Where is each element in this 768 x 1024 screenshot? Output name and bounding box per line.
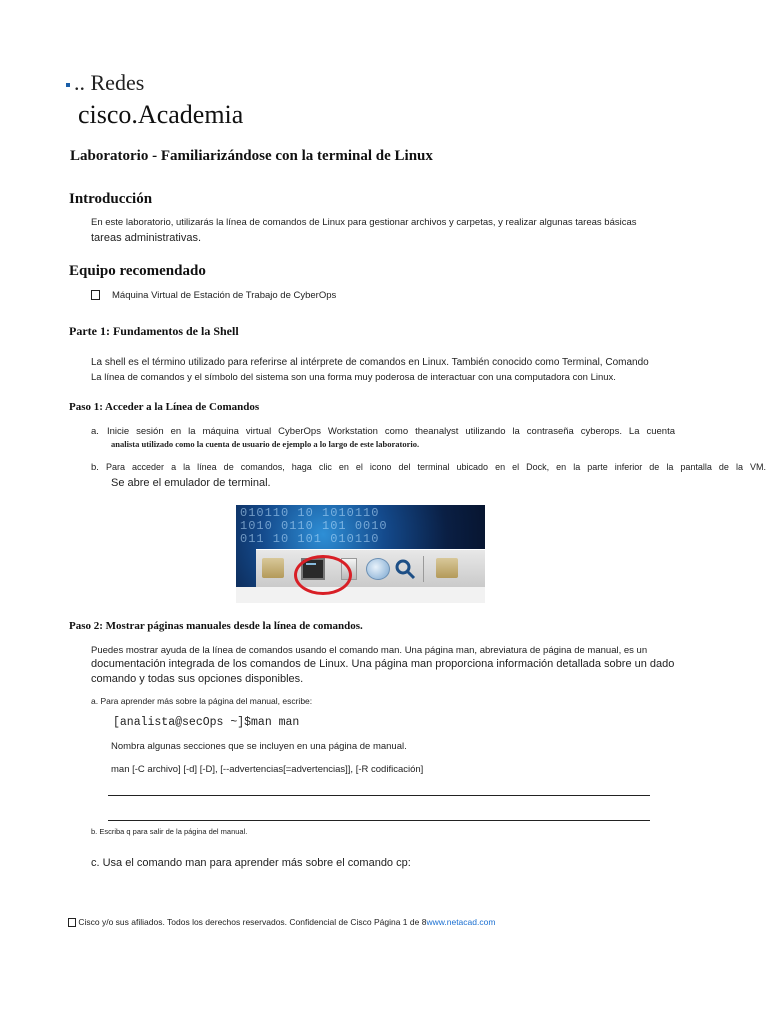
step1-a-prefix: a. xyxy=(91,426,99,437)
part1-text-line2: La línea de comandos y el símbolo del sistema son una forma muy poderosa de interactuar con una computadora con Linux. xyxy=(91,372,616,383)
step2-b-text: b. Escriba q para salir de la página del manual. xyxy=(91,827,248,836)
dock-reflection xyxy=(236,587,485,603)
dock-separator xyxy=(423,556,424,582)
step2-c-text: c. Usa el comando man para aprender más sobre el comando cp: xyxy=(91,857,411,869)
home-folder-icon xyxy=(262,558,284,578)
equipment-item-label: Máquina Virtual de Estación de Trabajo de CyberOps xyxy=(112,290,337,301)
logo-line-academia: cisco.Academia xyxy=(78,100,244,129)
highlight-circle xyxy=(294,555,352,595)
step2-text-line2: documentación integrada de los comandos de Linux. Una página man proporciona información detallada sobre un dado xyxy=(91,658,675,670)
step2-heading: Paso 2: Mostrar páginas manuales desde la línea de comandos. xyxy=(69,620,363,632)
dock-binary-pattern: 010110 10 1010110 1010 0110 101 0010 011 10 101 010110 xyxy=(240,506,388,546)
step2-a-text: a. Para aprender más sobre la página del manual, escribe: xyxy=(91,696,313,706)
browser-globe-icon xyxy=(366,558,390,580)
dock-terminal-screenshot xyxy=(236,505,485,603)
intro-text-line2: tareas administrativas. xyxy=(91,232,202,244)
part1-heading: Parte 1: Fundamentos de la Shell xyxy=(69,324,239,338)
page-title: Laboratorio - Familiarizándose con la terminal de Linux xyxy=(70,148,433,164)
step1-heading: Paso 1: Acceder a la Línea de Comandos xyxy=(69,401,260,413)
equipment-item xyxy=(91,290,336,301)
step2-answer: man [-C archivo] [-d] [-D], [--advertencias[=advertencias]], [-R codificación] xyxy=(111,764,424,775)
intro-text-line1: En este laboratorio, utilizarás la línea de comandos de Linux para gestionar archivos y carpetas, y realizar algunas tareas básicas xyxy=(91,217,637,228)
step1-a-line2: analista utilizado como la cuenta de usuario de ejemplo a lo largo de este laboratorio. xyxy=(111,439,420,449)
step1-b-prefix: b. xyxy=(91,462,99,473)
step2-question: Nombra algunas secciones que se incluyen en una página de manual. xyxy=(111,741,407,752)
footer xyxy=(68,917,495,927)
step1-b-line2: Se abre el emulador de terminal. xyxy=(111,477,271,489)
answer-line-2 xyxy=(108,820,650,821)
step2-text-line3: comando y todas sus opciones disponibles. xyxy=(91,673,304,685)
bullet-box-icon xyxy=(91,290,100,300)
footer-box-icon xyxy=(68,918,76,927)
logo-text-redes: .. Redes xyxy=(74,70,145,95)
part1-text-line1: La shell es el término utilizado para referirse al intérprete de comandos en Linux. También conocido como Terminal, Comando xyxy=(91,357,649,368)
footer-link-netacad[interactable]: www.netacad.com xyxy=(426,917,496,927)
footer-text: Cisco y/o sus afiliados. Todos los derechos reservados. Confidencial de Cisco Página 1 de 8 xyxy=(76,917,427,927)
search-icon xyxy=(394,558,416,578)
folder-icon xyxy=(436,558,458,578)
command-man-man: [analista@secOps ~]$man man xyxy=(113,716,300,729)
dock-bar xyxy=(256,549,485,588)
logo-line-redes xyxy=(66,70,144,96)
answer-line-1 xyxy=(108,795,650,796)
logo-mark xyxy=(66,83,70,87)
step1-a-line1: Inicie sesión en la máquina virtual CyberOps Workstation como theanalyst utilizando la contraseña cyberops. La cuenta xyxy=(107,426,675,437)
equipment-heading: Equipo recomendado xyxy=(69,263,206,279)
step1-b-line1: Para acceder a la línea de comandos, haga clic en el icono del terminal ubicado en el Dock, en la parte inferior de la pantalla de la VM. xyxy=(106,462,766,472)
intro-heading: Introducción xyxy=(69,191,153,207)
step2-text-line1: Puedes mostrar ayuda de la línea de comandos usando el comando man. Una página man, abreviatura de página de manual, es un xyxy=(91,645,648,656)
